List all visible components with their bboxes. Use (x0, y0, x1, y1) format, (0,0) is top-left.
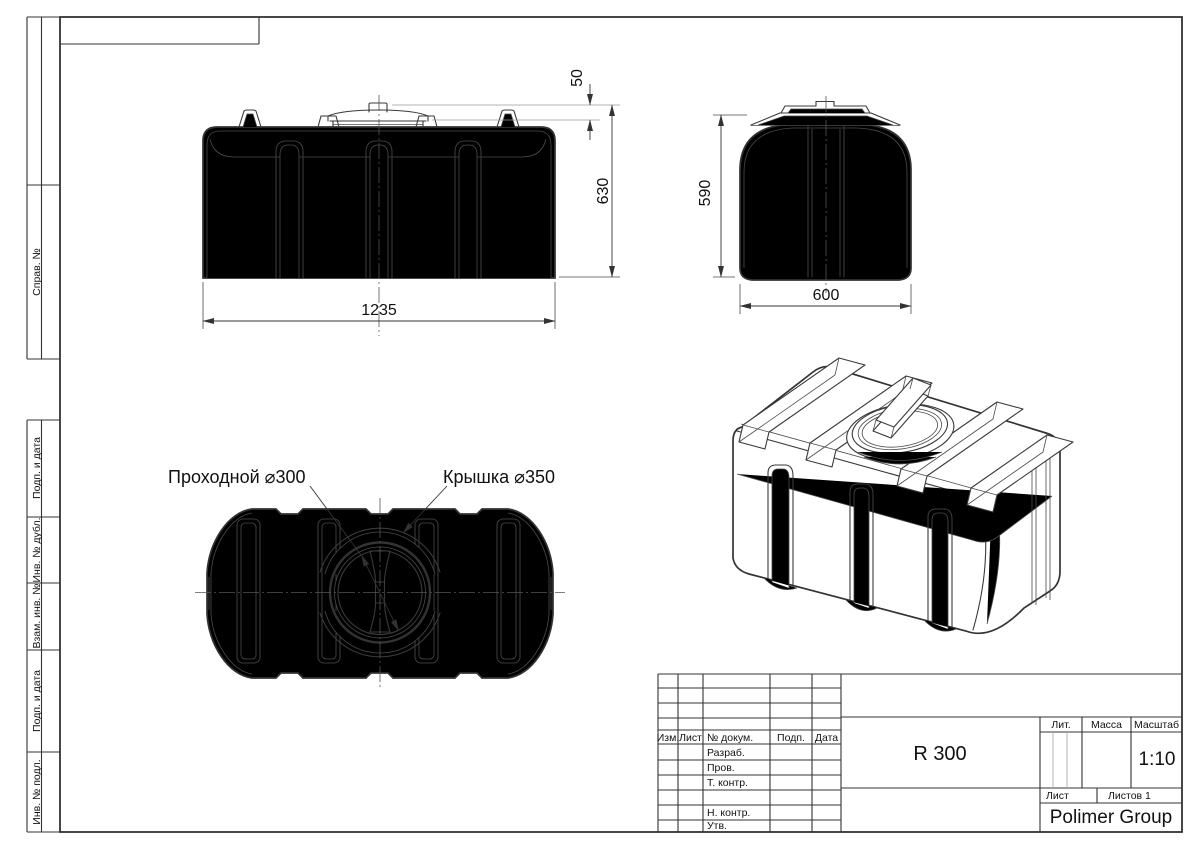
margin-label-inv-podl: Инв. № подл. (31, 759, 43, 825)
scale-value: 1:10 (1138, 749, 1176, 770)
col-doc: № докум. (707, 732, 754, 744)
col-list: Лист (679, 732, 702, 744)
company-name: Polimer Group (1049, 807, 1173, 828)
margin-column (27, 17, 60, 832)
label-lid-d350: Крышка ⌀350 (443, 467, 556, 487)
lit-label: Лит. (1051, 719, 1071, 731)
row-razrab: Разраб. (707, 747, 745, 759)
side-view (697, 96, 911, 314)
title-block-hlines (658, 688, 841, 820)
front-boss-left-inner (243, 114, 257, 127)
margin-label-inv-dubl: Инв. № дубл. (31, 517, 43, 583)
row-prov: Пров. (707, 762, 735, 774)
row-utv: Утв. (707, 820, 727, 832)
side-shoulder-inner (758, 116, 893, 125)
margin-label-vzam: Взам. инв. № (31, 583, 43, 649)
margin-boxes-upper (27, 17, 60, 359)
front-lid-collar (330, 121, 426, 127)
label-opening-d300: Проходной ⌀300 (168, 467, 306, 487)
mass-label: Масса (1090, 719, 1123, 731)
top-view (168, 467, 565, 689)
isometric-view (733, 358, 1073, 633)
lit-subdividers (1053, 732, 1067, 788)
sheets-label: Листов 1 (1108, 790, 1151, 802)
front-rib-3-inner (459, 145, 477, 278)
sheet-label: Лист (1046, 790, 1069, 802)
side-wall-inner (744, 128, 907, 268)
side-lid-inner (788, 109, 865, 113)
col-izm: Изм. (656, 732, 680, 744)
row-nkontr: Н. контр. (707, 807, 751, 819)
front-view (203, 69, 620, 336)
dim-front-lid-height: 50 (569, 69, 586, 87)
margin-label-podp1: Подп. и дата (31, 437, 43, 499)
front-lid-handle (369, 103, 387, 112)
margin-label-podp2: Подп. и дата (31, 670, 43, 732)
front-rib-1-inner (280, 145, 299, 278)
col-podp: Подп. (777, 732, 805, 744)
front-boss-right-inner (501, 114, 515, 127)
row-tkontr: Т. контр. (707, 777, 749, 789)
margin-label-sprav: Справ. № (31, 248, 43, 296)
dim-front-width: 1235 (361, 302, 397, 319)
dim-side-width: 600 (812, 287, 840, 304)
top-left-reference-box (60, 17, 259, 44)
scale-label: Масштаб (1134, 719, 1179, 731)
title-block (657, 674, 1182, 832)
top-band-1-inner (241, 523, 256, 659)
front-lid-dome (328, 110, 428, 121)
col-data: Дата (814, 732, 839, 744)
designation: R 300 (913, 743, 967, 765)
top-band-4-inner (501, 523, 516, 659)
dim-side-height: 590 (697, 179, 714, 207)
dim-front-height: 630 (595, 177, 612, 205)
